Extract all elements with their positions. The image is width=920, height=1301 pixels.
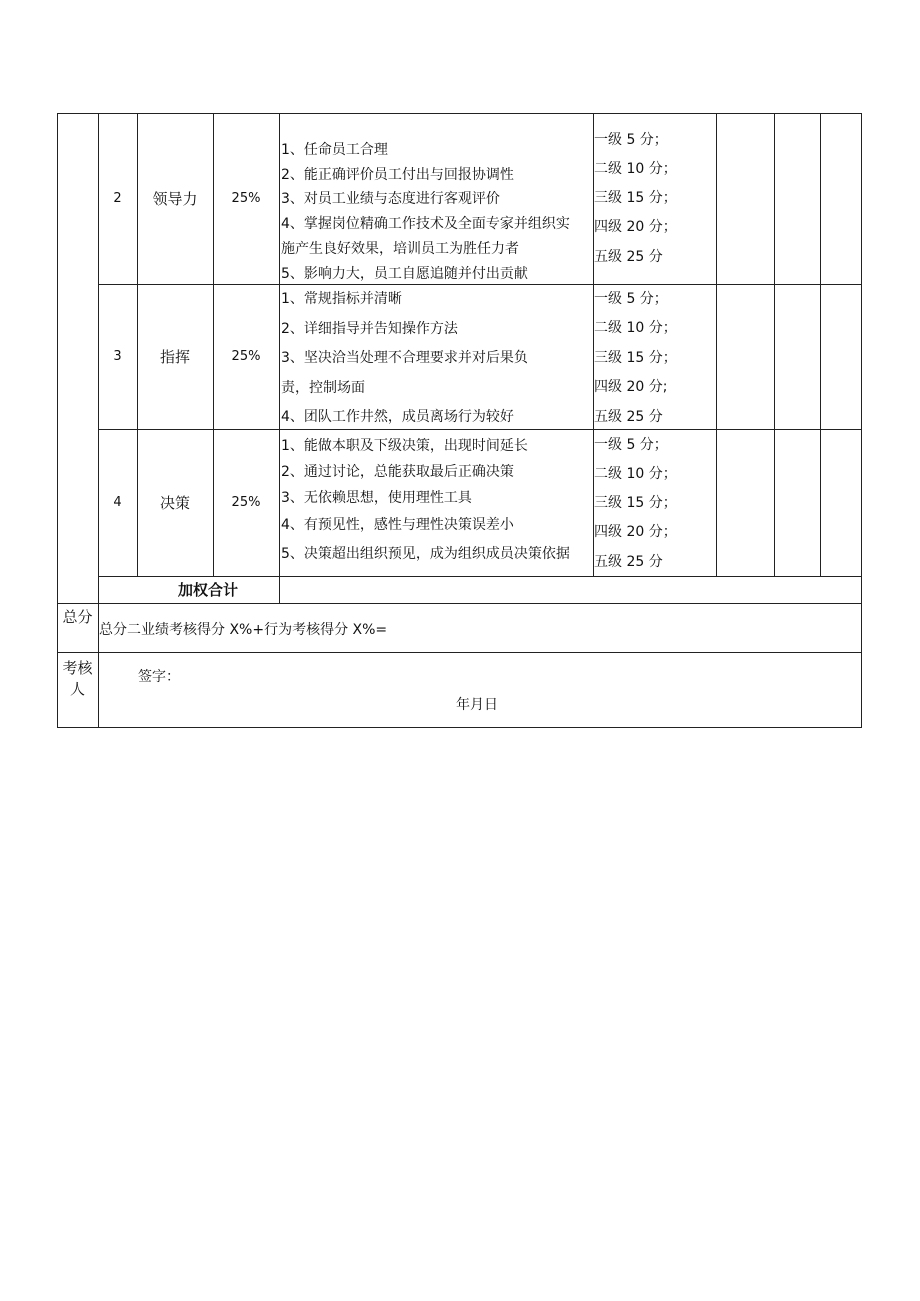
table-line (57, 113, 861, 114)
criteria-line: 3、无依赖思想，使用理性工具 (281, 490, 472, 506)
criteria-line: 1、常规指标并清晰 (281, 291, 402, 307)
criteria-line: 5、决策超出组织预见，成为组织成员决策依据 (281, 546, 570, 562)
row-item: 指挥 (159, 348, 190, 366)
level-line: 一级 5 分； (594, 132, 668, 148)
assessor-label-line2: 人 (69, 680, 85, 698)
table-line (98, 576, 861, 577)
date-label: 年月日 (456, 697, 498, 713)
level-line: 四级 20 分； (594, 219, 677, 235)
table-line (279, 113, 280, 603)
row-number: 2 (113, 191, 122, 206)
table-line (57, 727, 861, 728)
row-weight: 25% (231, 191, 261, 206)
criteria-line: 4、掌握岗位精确工作技术及全面专家并组织实 (281, 216, 570, 232)
criteria-line: 1、任命员工合理 (281, 142, 388, 158)
row-item: 决策 (159, 494, 190, 512)
row-weight: 25% (231, 495, 261, 510)
table-line (57, 113, 58, 728)
level-line: 三级 15 分； (594, 350, 677, 366)
weighted-total-label: 加权合计 (177, 581, 238, 599)
assessor-label-line1: 考核 (62, 659, 93, 677)
total-formula: 总分二业绩考核得分 X%+行为考核得分 X%= (99, 622, 388, 638)
criteria-line: 施产生良好效果，培训员工为胜任力者 (281, 241, 519, 257)
table-line (716, 113, 717, 576)
table-line (820, 113, 821, 576)
table-line (861, 113, 862, 728)
criteria-line: 4、有预见性，感性与理性决策误差小 (281, 517, 514, 533)
criteria-line: 责，控制场面 (281, 380, 365, 396)
total-label: 总分 (62, 608, 93, 626)
criteria-line: 4、团队工作井然，成员离场行为较好 (281, 409, 514, 425)
row-weight: 25% (231, 349, 261, 364)
signature-label: 签字： (138, 669, 180, 685)
level-line: 二级 10 分； (594, 466, 677, 482)
level-line: 三级 15 分； (594, 495, 677, 511)
level-line: 四级 20 分; (594, 379, 668, 395)
level-line: 一级 5 分； (594, 437, 668, 453)
level-line: 五级 25 分 (594, 409, 663, 425)
level-line: 二级 10 分； (594, 161, 677, 177)
table-line (57, 603, 861, 604)
criteria-line: 2、详细指导并告知操作方法 (281, 321, 458, 337)
criteria-line: 3、坚决洽当处理不合理要求并对后果负 (281, 350, 528, 366)
level-line: 四级 20 分； (594, 524, 677, 540)
level-line: 三级 15 分； (594, 190, 677, 206)
table-line (774, 113, 775, 576)
row-item: 领导力 (152, 190, 198, 208)
criteria-line: 2、通过讨论，总能获取最后正确决策 (281, 464, 514, 480)
criteria-line: 3、对员工业绩与态度进行客观评价 (281, 191, 500, 207)
criteria-line: 2、能正确评价员工付出与回报协调性 (281, 167, 514, 183)
criteria-line: 5、影响力大，员工自愿追随并付出贡献 (281, 266, 528, 282)
level-line: 五级 25 分 (594, 554, 663, 570)
level-line: 二级 10 分； (594, 320, 677, 336)
level-line: 一级 5 分； (594, 291, 668, 307)
criteria-line: 1、能做本职及下级决策，出现时间延长 (281, 438, 528, 454)
level-line: 五级 25 分 (594, 249, 663, 265)
row-number: 4 (113, 495, 122, 510)
table-line (57, 652, 861, 653)
row-number: 3 (113, 349, 122, 364)
